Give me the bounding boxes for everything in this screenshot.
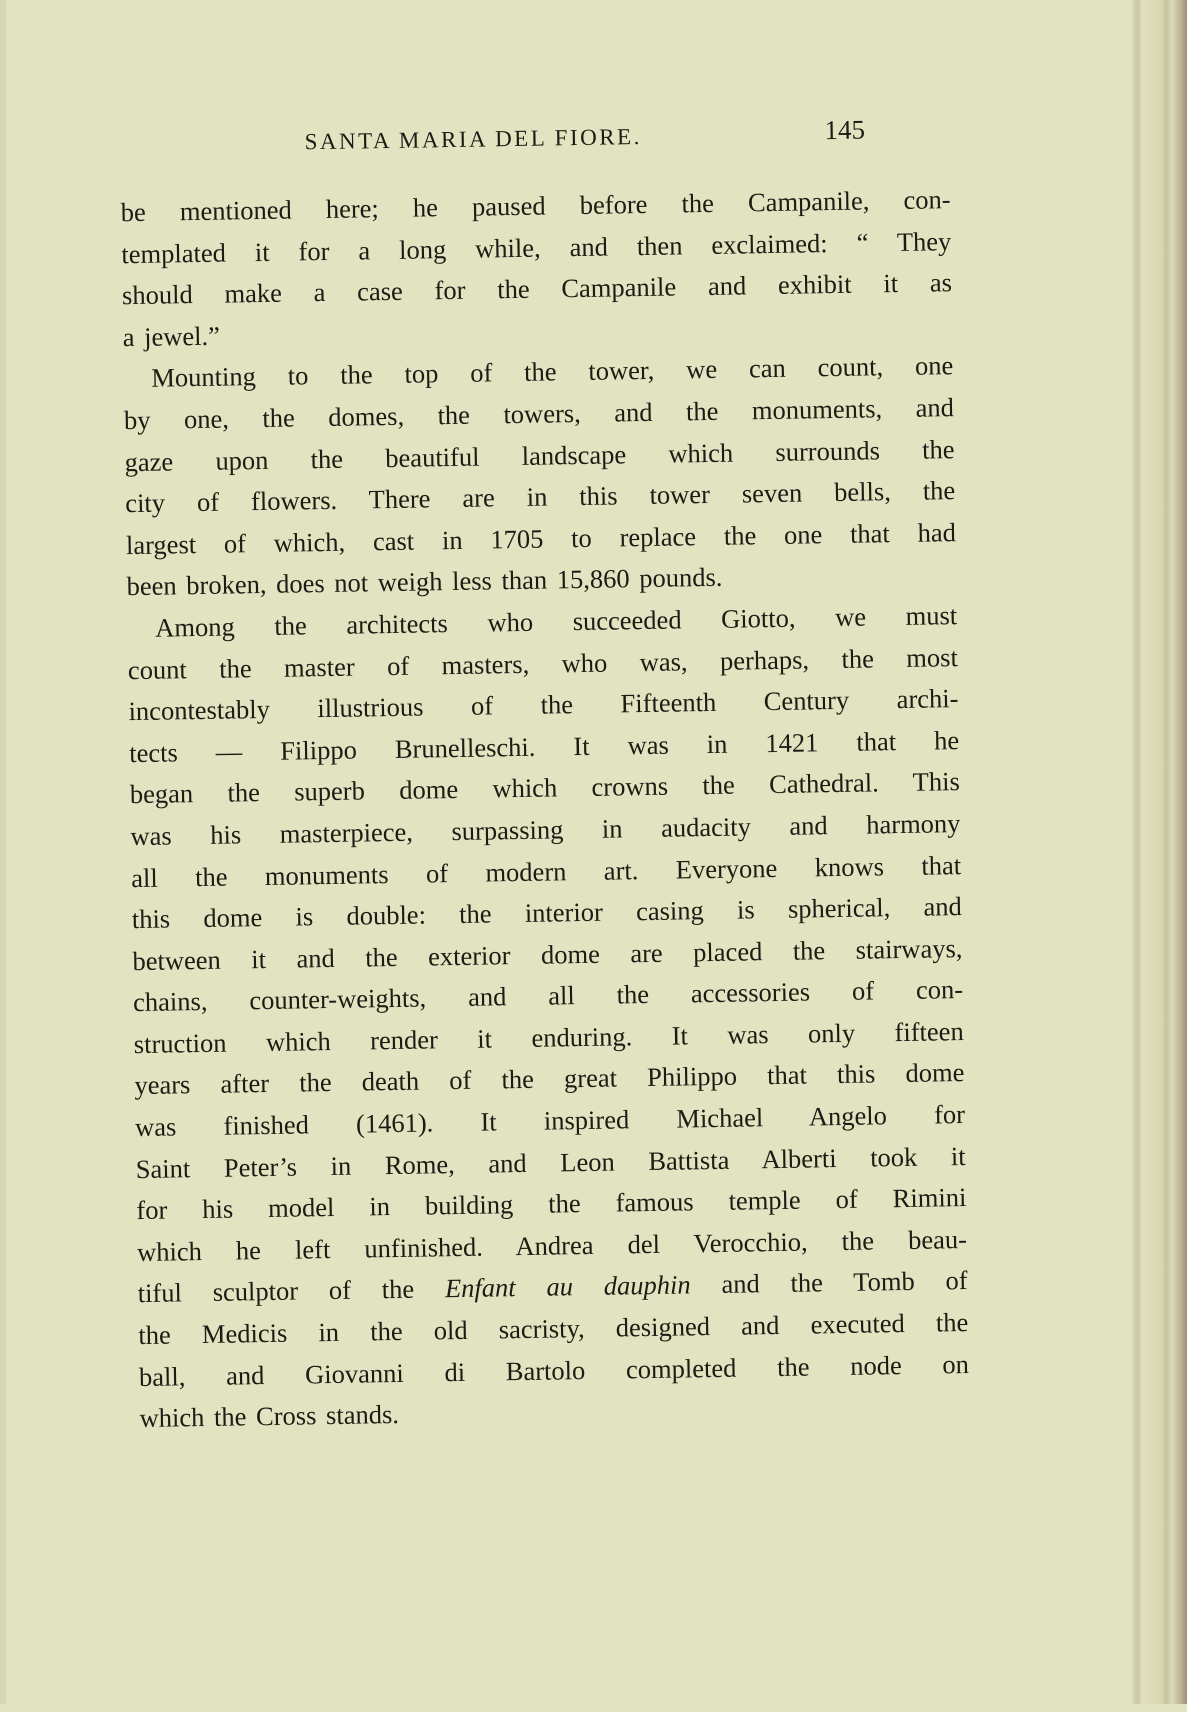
text-line: between it and the exterior dome are placed the stairways, — [132, 932, 963, 976]
text-line: been broken, does not weigh less than 15,860 pounds. — [126, 562, 723, 602]
text-line: was finished (1461). It inspired Michael Angelo for — [134, 1099, 966, 1143]
text-line: struction which render it enduring. It was only fifteen — [133, 1015, 964, 1059]
page-header — [109, 111, 950, 164]
text-line: tects — Filippo Brunelleschi. It was in 1421 that he — [128, 724, 960, 768]
text-line: was his masterpiece, surpassing in audacity and harmony — [130, 807, 961, 852]
text-line: largest of which, cast in 1705 to replace the one that had — [125, 516, 957, 560]
text-line: which he left unfinished. Andrea del Verocchio, the beau- — [136, 1223, 968, 1267]
text-line: began the superb dome which crowns the Cathedral. This — [129, 766, 960, 810]
text-line: incontestably illustrious of the Fifteenth Century archi- — [128, 683, 959, 727]
text-line: the Medicis in the old sacristy, designed and executed the — [138, 1307, 969, 1351]
text-line: this dome is double: the interior casing is spherical, and — [131, 891, 962, 935]
text-line: Mounting to the top of the tower, we can count, one — [151, 350, 954, 394]
text-line: which the Cross stands. — [139, 1399, 400, 1434]
text-line: should make a case for the Campanile and exhibit it as — [121, 267, 953, 311]
italic-title: Enfant au dauphin — [444, 1269, 691, 1304]
text-line: years after the death of the great Philippo that this dome — [134, 1057, 965, 1101]
text-line: for his model in building the famous temple of Rimini — [136, 1182, 967, 1226]
text-segment: tiful sculptor of the — [137, 1273, 446, 1309]
text-line: by one, the domes, the towers, and the monuments, and — [123, 392, 955, 436]
text-line: a jewel.” — [122, 320, 221, 352]
text-line: count the master of masters, who was, perhaps, the most — [127, 641, 959, 685]
text-line: chains, counter-weights, and all the accessories of con- — [132, 974, 964, 1018]
text-line: templated it for a long while, and then exclaimed: “ They — [121, 225, 952, 269]
text-line: gaze upon the beautiful landscape which surrounds the — [124, 433, 955, 477]
text-line: Among the architects who succeeded Giotto, we must — [155, 600, 958, 643]
text-line: all the monuments of modern art. Everyone knows that — [130, 849, 962, 893]
text-segment: and the Tomb of — [690, 1265, 968, 1300]
running-title: SANTA MARIA DEL FIORE. — [304, 124, 643, 155]
body-text — [120, 179, 969, 1440]
text-line: city of flowers. There are in this tower seven bells, the — [125, 475, 956, 519]
page-number: 145 — [824, 114, 866, 146]
text-line: Saint Peter’s in Rome, and Leon Battista Alberti took it — [135, 1140, 966, 1184]
text-line: be mentioned here; he paused before the Campanile, con- — [120, 184, 951, 228]
text-line: ball, and Giovanni di Bartolo completed the node on — [138, 1348, 970, 1392]
